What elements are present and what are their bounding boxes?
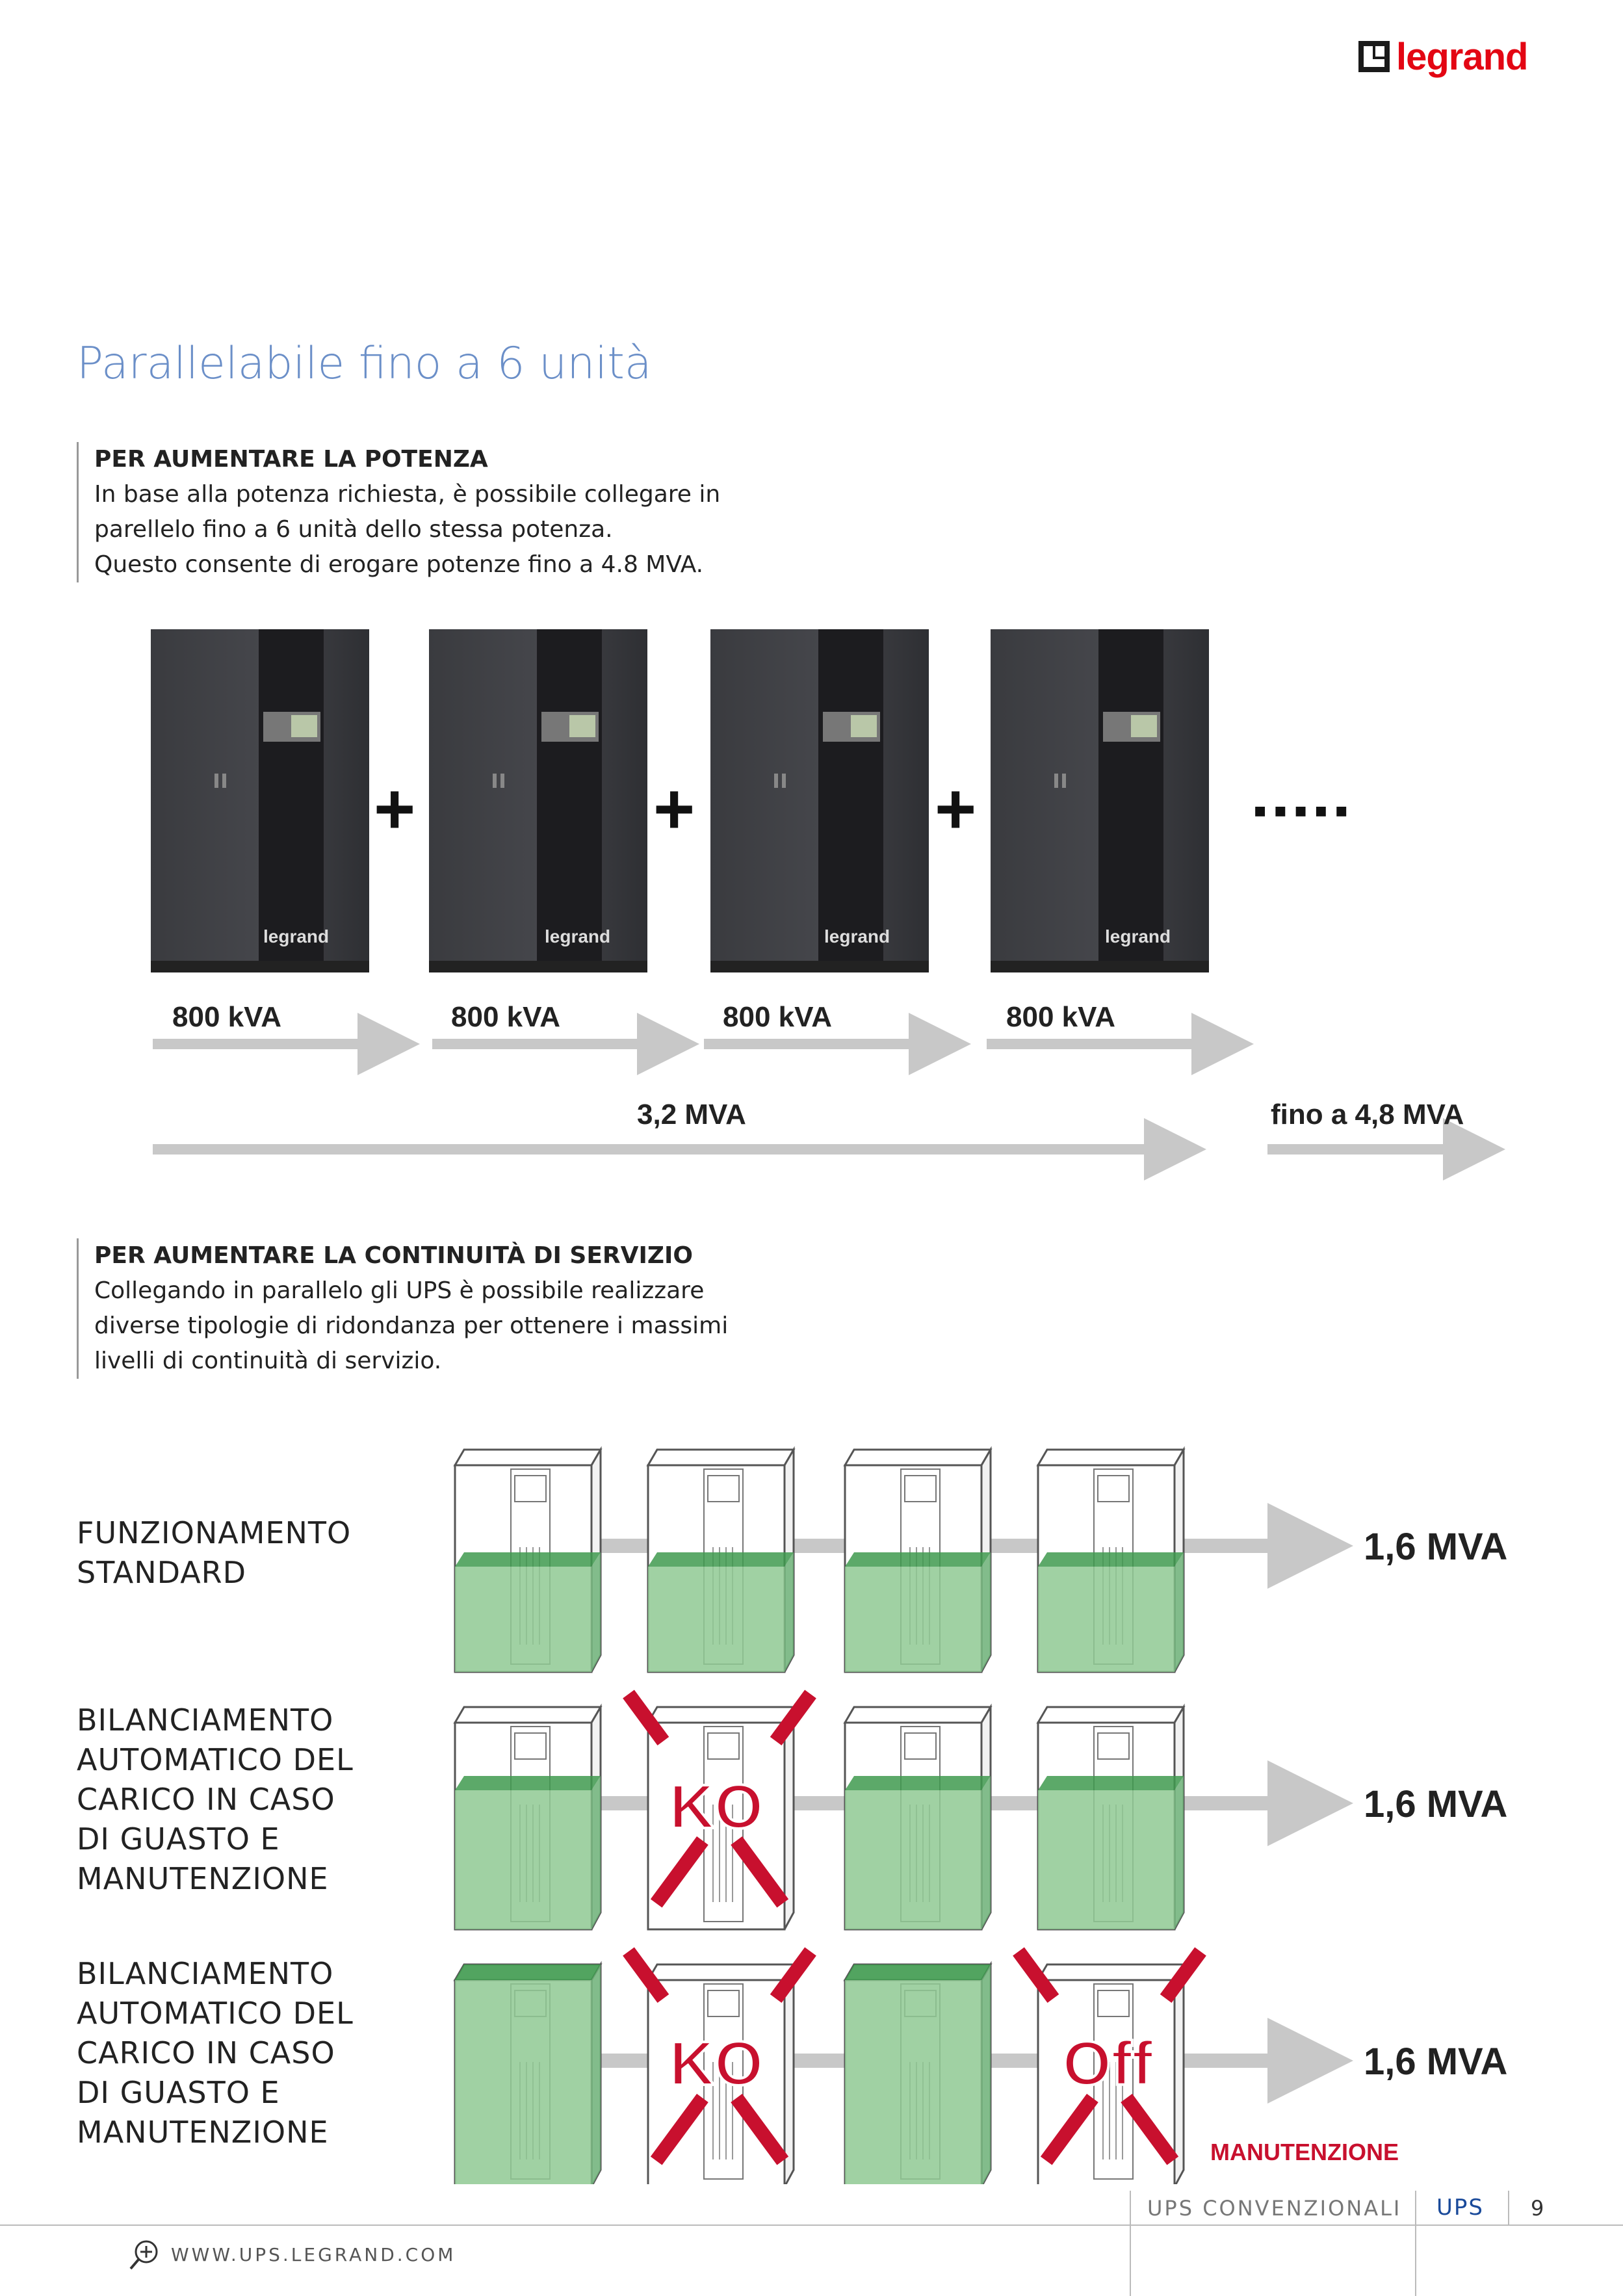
- plus-sign: +: [653, 769, 695, 849]
- ups-unit-half-load: [455, 1450, 601, 1672]
- cabinet-brand: legrand: [263, 926, 330, 946]
- section-power-line: In base alla potenza richiesta, è possibile collegare in: [94, 481, 721, 508]
- total-label: 3,2 MVA: [637, 1099, 746, 1130]
- row-label-line: CARICO IN CASO: [77, 1782, 335, 1817]
- website-url: WWW.UPS.LEGRAND.COM: [171, 2243, 456, 2265]
- footer-divider: [0, 2224, 1623, 2226]
- footer-separator: [1415, 2191, 1416, 2296]
- page-number: 9: [1531, 2196, 1544, 2221]
- ko-badge: KO: [669, 2029, 763, 2098]
- unit-label: 800 kVA: [723, 1001, 832, 1033]
- ups-cabinet: [991, 629, 1209, 972]
- row-label-line: BILANCIAMENTO: [77, 1702, 334, 1738]
- section-continuity-line: Collegando in parallelo gli UPS è possibile realizzare: [94, 1277, 705, 1304]
- unit-label: 800 kVA: [1006, 1001, 1115, 1033]
- ups-cabinet: [710, 629, 929, 972]
- cabinet-brand: legrand: [824, 926, 890, 946]
- section-power-heading: PER AUMENTARE LA POTENZA: [94, 446, 488, 473]
- row-result: 1,6 MVA: [1364, 2041, 1508, 2083]
- cabinet-brand: legrand: [545, 926, 611, 946]
- ko-badge: KO: [669, 1772, 763, 1842]
- row-label-line: STANDARD: [77, 1555, 247, 1590]
- website-link[interactable]: [127, 2236, 456, 2273]
- row-label-line: AUTOMATICO DEL: [77, 1996, 354, 2031]
- row-label-line: FUNZIONAMENTO: [77, 1515, 352, 1550]
- off-badge: Off: [1063, 2029, 1153, 2098]
- logo-text: legrand: [1396, 35, 1528, 78]
- section-power-line: Questo consente di erogare potenze fino a 4.8 MVA.: [94, 551, 704, 578]
- page-title: Parallelabile fino a 6 unità: [77, 338, 652, 389]
- max-label: fino a 4,8 MVA: [1271, 1099, 1464, 1130]
- ups-cabinet: [429, 629, 647, 972]
- plus-sign: +: [374, 769, 416, 849]
- unit-label: 800 kVA: [451, 1001, 560, 1033]
- ups-unit-half-load: [1038, 1450, 1184, 1672]
- ups-unit-half-load: [845, 1450, 991, 1672]
- ups-unit-full-load: [455, 1964, 601, 2184]
- footer-category: UPS CONVENZIONALI: [1147, 2196, 1402, 2221]
- section-power-line: parellelo fino a 6 unità dello stessa potenza.: [94, 516, 613, 543]
- section-continuity-line: livelli di continuità di servizio.: [94, 1348, 442, 1374]
- ups-unit-full-load: [845, 1964, 991, 2184]
- ups-cabinet: [151, 629, 369, 972]
- footer-section: UPS: [1436, 2195, 1484, 2221]
- row-label-line: MANUTENZIONE: [77, 2115, 329, 2150]
- ups-unit-two-thirds-load: [845, 1707, 991, 1929]
- ellipsis: ▪▪▪▪▪: [1253, 789, 1355, 832]
- row-label-line: CARICO IN CASO: [77, 2035, 335, 2070]
- row-label: [77, 1954, 354, 2152]
- row-label-line: DI GUASTO E: [77, 1821, 280, 1857]
- maintenance-label: MANUTENZIONE: [1210, 2139, 1399, 2165]
- row-label-line: MANUTENZIONE: [77, 1861, 329, 1896]
- row-label: [77, 1513, 351, 1593]
- row-label-line: AUTOMATICO DEL: [77, 1742, 354, 1777]
- section-continuity-line: diverse tipologie di ridondanza per ottenere i massimi: [94, 1312, 729, 1339]
- footer-separator: [1508, 2191, 1509, 2224]
- unit-label: 800 kVA: [172, 1001, 281, 1033]
- cabinet-brand: legrand: [1105, 926, 1171, 946]
- magnifier-plus-icon: [127, 2236, 163, 2273]
- ups-unit-half-load: [648, 1450, 794, 1672]
- row-result: 1,6 MVA: [1364, 1783, 1508, 1825]
- row-result: 1,6 MVA: [1364, 1526, 1508, 1568]
- row-label-line: DI GUASTO E: [77, 2075, 280, 2110]
- plus-sign: +: [935, 769, 977, 849]
- row-label: [77, 1701, 354, 1899]
- ups-unit-two-thirds-load: [455, 1707, 601, 1929]
- section-continuity: [77, 1238, 728, 1379]
- footer-separator: [1130, 2191, 1131, 2296]
- ups-unit-two-thirds-load: [1038, 1707, 1184, 1929]
- row-label-line: BILANCIAMENTO: [77, 1956, 334, 1991]
- section-continuity-heading: PER AUMENTARE LA CONTINUITÀ DI SERVIZIO: [94, 1242, 693, 1269]
